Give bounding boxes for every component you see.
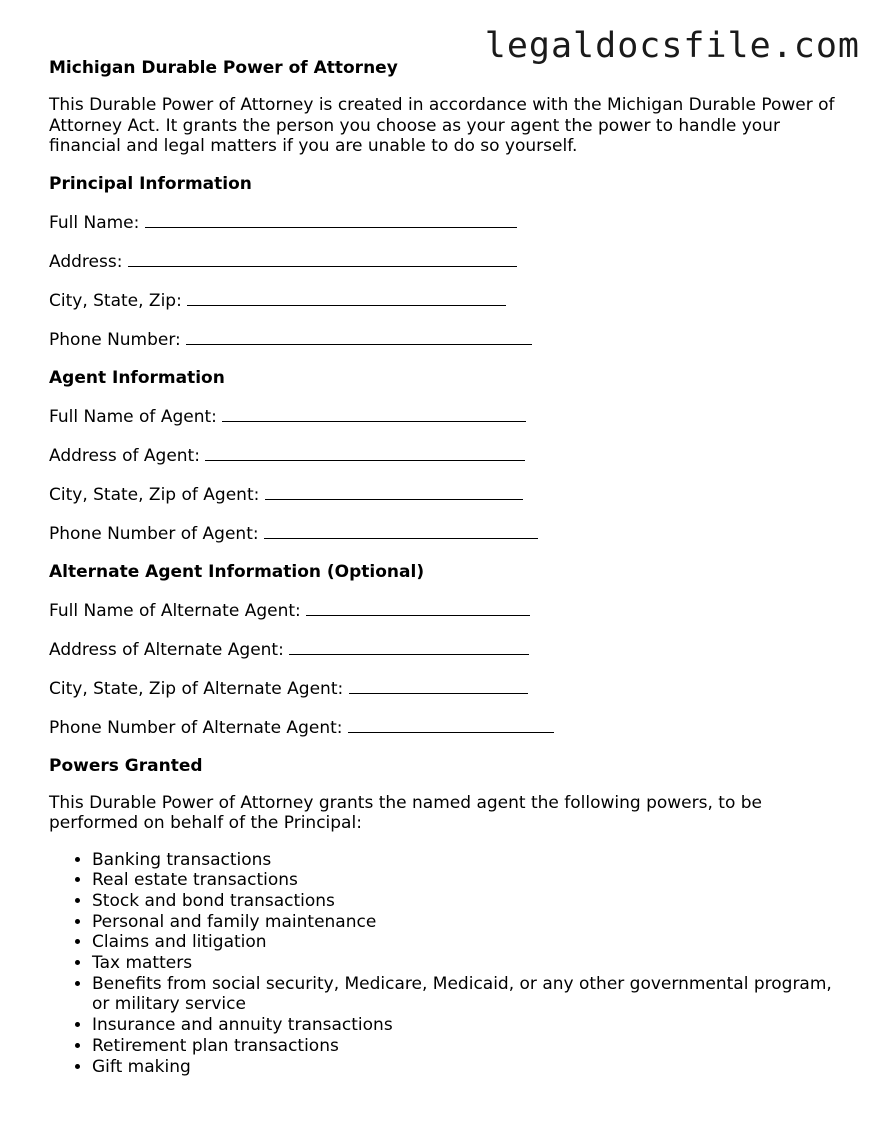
agent-full-name-blank[interactable] [222,405,526,422]
agent-city-field [49,483,849,506]
agent-phone-field [49,522,849,545]
list-item: • Retirement plan transactions [92,1036,849,1057]
field-label: Address: [49,251,123,272]
principal-city-field [49,289,849,312]
field-label: Phone Number of Alternate Agent: [49,717,343,738]
principal-full-name-blank[interactable] [145,211,517,228]
field-label: Full Name: [49,212,140,233]
alternate-phone-blank[interactable] [348,716,554,733]
principal-address-blank[interactable] [128,250,517,267]
field-label: City, State, Zip of Alternate Agent: [49,678,344,699]
agent-phone-blank[interactable] [264,522,538,539]
field-label: Full Name of Agent: [49,406,217,427]
alternate-address-blank[interactable] [289,638,529,655]
list-item: • Real estate transactions [92,870,849,891]
alternate-city-field [49,677,849,700]
alternate-address-field [49,638,849,661]
principal-city-blank[interactable] [187,289,506,306]
alternate-full-name-blank[interactable] [306,599,530,616]
principal-phone-blank[interactable] [186,328,532,345]
agent-city-blank[interactable] [265,483,523,500]
alternate-heading: Alternate Agent Information (Optional) [49,561,425,582]
list-item: • Gift making [92,1057,849,1078]
agent-full-name-field [49,405,849,428]
field-label: Phone Number: [49,329,181,350]
principal-heading: Principal Information [49,173,252,194]
field-label: Address of Agent: [49,445,200,466]
principal-phone-field [49,328,849,351]
watermark-logo: legaldocsfile.com [484,26,860,66]
agent-heading: Agent Information [49,367,225,388]
agent-address-field [49,444,849,467]
agent-address-blank[interactable] [205,444,525,461]
powers-list [49,850,849,1078]
powers-intro-paragraph: This Durable Power of Attorney grants the named agent the following powers, to be performed on behalf of the Principal: [49,792,763,833]
principal-address-field [49,250,849,273]
list-item: • Stock and bond transactions [92,891,849,912]
field-label: Full Name of Alternate Agent: [49,600,301,621]
list-item: • Insurance and annuity transactions [92,1015,849,1036]
alternate-phone-field [49,716,849,739]
document-title: Michigan Durable Power of Attorney [49,58,398,78]
principal-full-name-field [49,211,849,234]
field-label: City, State, Zip of Agent: [49,484,260,505]
powers-heading: Powers Granted [49,755,203,776]
list-item: • Personal and family maintenance [92,912,849,933]
field-label: Phone Number of Agent: [49,523,259,544]
intro-paragraph: This Durable Power of Attorney is created in accordance with the Michigan Durable Power of Attorney Act. It grants the person you choose as your agent the power to handle your financial and legal matters if you are unable to do so yourself. [49,95,835,156]
alternate-city-blank[interactable] [349,677,528,694]
document-body [49,57,849,1077]
alternate-full-name-field [49,599,849,622]
list-item: • Benefits from social security, Medicare, Medicaid, or any other governmental program, or military service [92,974,849,1015]
field-label: City, State, Zip: [49,290,182,311]
field-label: Address of Alternate Agent: [49,639,284,660]
list-item: • Banking transactions [92,850,849,871]
list-item: • Claims and litigation [92,932,849,953]
list-item: • Tax matters [92,953,849,974]
